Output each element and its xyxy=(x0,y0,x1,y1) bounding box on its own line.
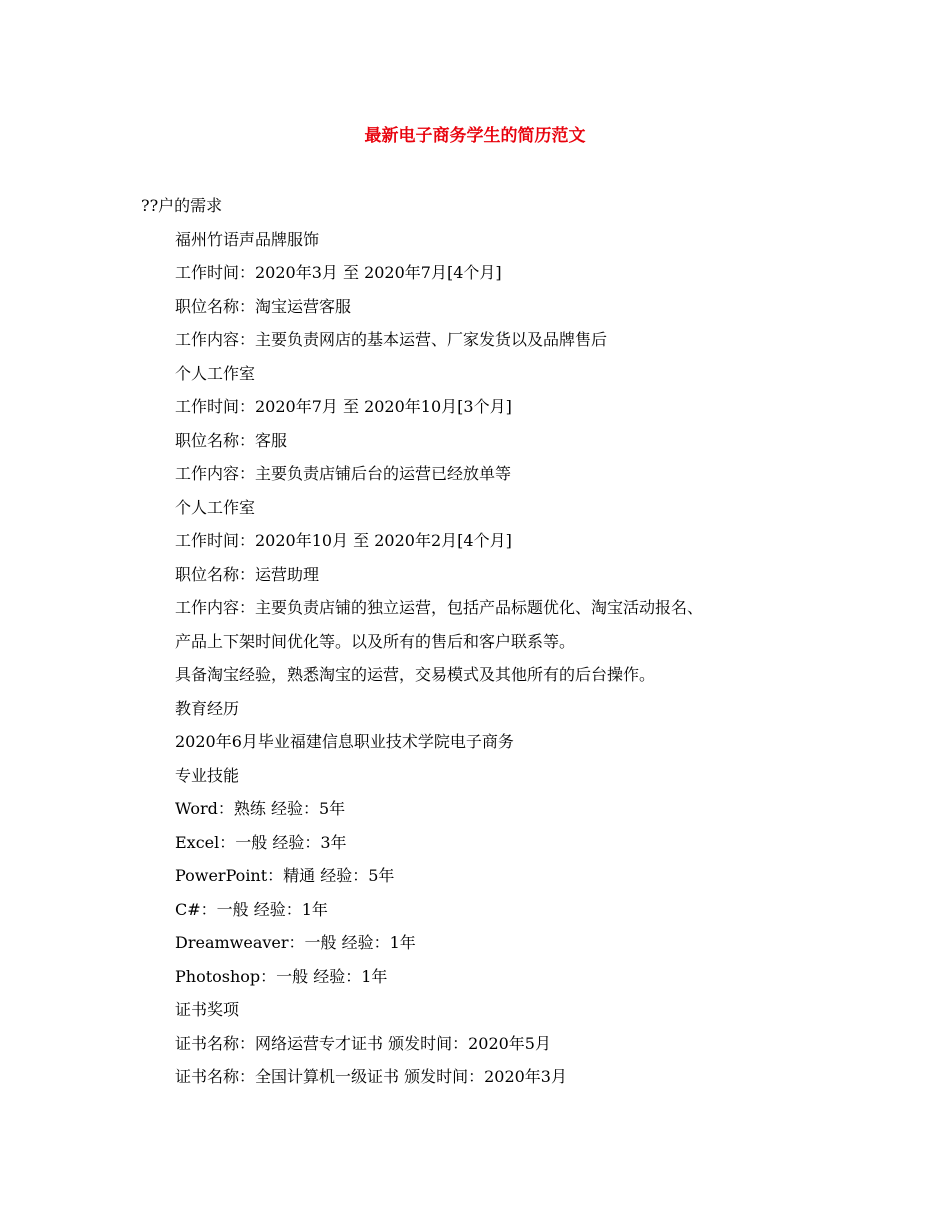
text-line: 职位名称：淘宝运营客服 xyxy=(175,296,352,316)
text-line: Photoshop：一般 经验：1年 xyxy=(175,966,388,986)
text-line: 工作内容：主要负责店铺后台的运营已经放单等 xyxy=(175,464,512,483)
resume-body xyxy=(0,193,950,1098)
text-line: 工作时间：2020年7月 至 2020年10月[3个月] xyxy=(175,397,512,416)
text-line: 个人工作室 xyxy=(175,363,256,383)
document-title: 最新电子商务学生的简历范文 xyxy=(364,126,586,146)
text-line: 工作内容：主要负责网店的基本运营、厂家发货以及品牌售后 xyxy=(175,330,608,349)
text-line: Word：熟练 经验：5年 xyxy=(175,799,346,818)
text-line: 个人工作室 xyxy=(175,497,256,517)
text-line: 证书名称：全国计算机一级证书 颁发时间：2020年3月 xyxy=(175,1067,567,1086)
text-line: 教育经历 xyxy=(175,698,240,718)
text-line: 职位名称：客服 xyxy=(175,430,288,450)
text-line: 专业技能 xyxy=(175,765,240,785)
text-line: PowerPoint：精通 经验：5年 xyxy=(175,866,395,885)
text-line: 证书名称：网络运营专才证书 颁发时间：2020年5月 xyxy=(175,1033,551,1053)
text-line: 2020年6月毕业福建信息职业技术学院电子商务 xyxy=(175,732,514,751)
text-line: 职位名称：运营助理 xyxy=(175,564,320,584)
text-line: C#：一般 经验：1年 xyxy=(175,899,328,919)
text-line: 工作时间：2020年3月 至 2020年7月[4个月] xyxy=(175,263,502,282)
text-line: ??户的需求 xyxy=(141,196,223,215)
text-line: 证书奖项 xyxy=(175,1000,240,1019)
text-line: 福州竹语声品牌服饰 xyxy=(175,229,320,249)
text-line: Dreamweaver：一般 经验：1年 xyxy=(175,933,416,952)
text-line: 具备淘宝经验，熟悉淘宝的运营，交易模式及其他所有的后台操作。 xyxy=(175,665,656,684)
text-line: Excel：一般 经验：3年 xyxy=(175,832,347,852)
text-line: 工作内容：主要负责店铺的独立运营，包括产品标题优化、淘宝活动报名、 xyxy=(175,598,704,617)
text-line: 工作时间：2020年10月 至 2020年2月[4个月] xyxy=(175,531,512,550)
text-line: 产品上下架时间优化等。以及所有的售后和客户联系等。 xyxy=(175,631,576,651)
